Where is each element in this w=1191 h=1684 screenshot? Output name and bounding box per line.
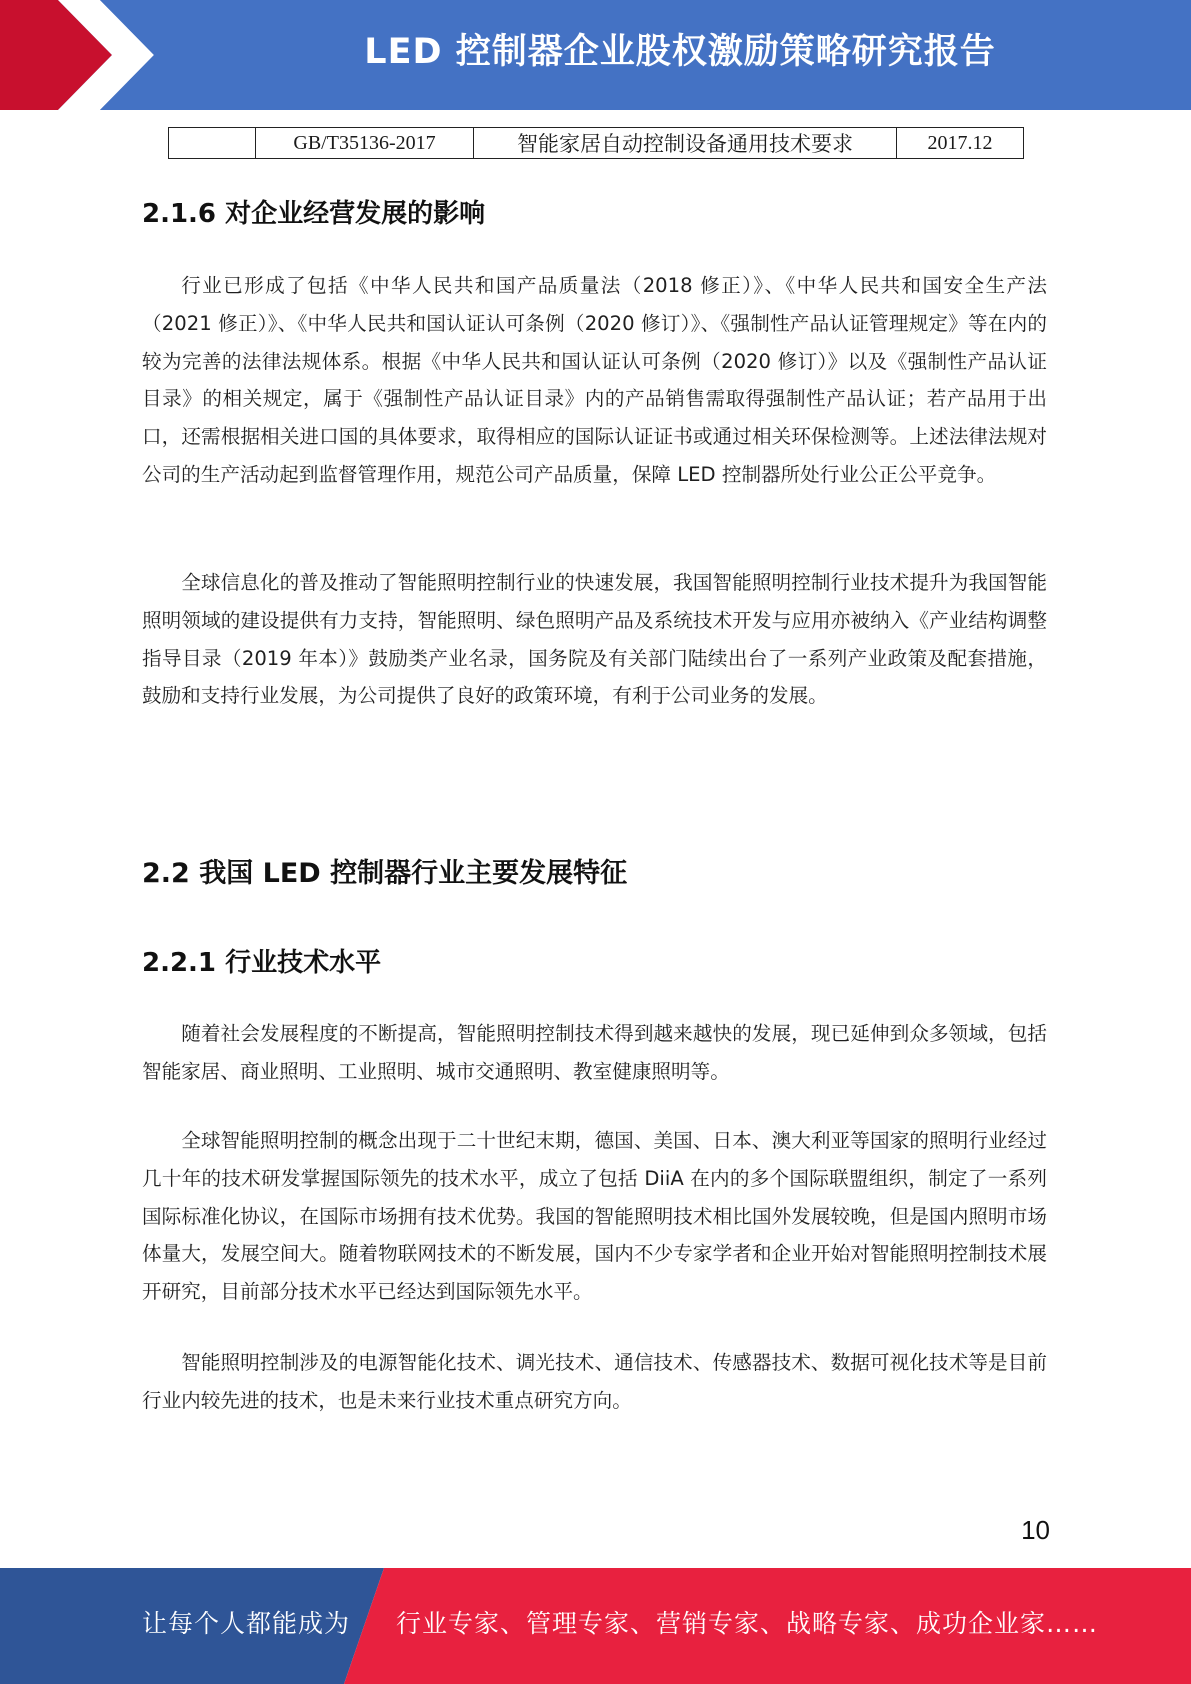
table-row	[169, 128, 1024, 159]
paragraph: 随着社会发展程度的不断提高，智能照明控制技术得到越来越快的发展，现已延伸到众多领域，包括智能家居、商业照明、工业照明、城市交通照明、教室健康照明等。	[142, 1022, 1047, 1083]
standards-table	[168, 127, 1024, 159]
section-heading-2-2: 2.2 我国 LED 控制器行业主要发展特征	[142, 858, 628, 889]
paragraph: 全球信息化的普及推动了智能照明控制行业的快速发展，我国智能照明控制行业技术提升为我国智能照明领域的建设提供有力支持，智能照明、绿色照明产品及系统技术开发与应用亦被纳入《产业结构调整指导目录（2019 年本）》鼓励类产业名录，国务院及有关部门陆续出台了一系列产业政策及配套措施，鼓励和支持行业发展，为公司提供了良好的政策环境，有利于公司业务的发展。	[142, 571, 1047, 708]
table-cell-standard-name: 智能家居自动控制设备通用技术要求	[474, 128, 897, 159]
table-cell-date: 2017.12	[897, 128, 1024, 159]
paragraph: 全球智能照明控制的概念出现于二十世纪末期，德国、美国、日本、澳大利亚等国家的照明行业经过几十年的技术研发掌握国际领先的技术水平，成立了包括 DiiA 在内的多个国际联盟组织，制定了一系列国际标准化协议，在国际市场拥有技术优势。我国的智能照明技术相比国外发展较晚，但是国内照明市场体量大，发展空间大。随着物联网技术的不断发展，国内不少专家学者和企业开始对智能照明控制技术展开研究，目前部分技术水平已经达到国际领先水平。	[142, 1129, 1047, 1304]
page-footer	[0, 1568, 1191, 1684]
page-header	[0, 0, 1191, 110]
section-heading-2-1-6: 2.1.6 对企业经营发展的影响	[142, 199, 486, 229]
table-cell-index	[169, 128, 256, 159]
paragraph: 智能照明控制涉及的电源智能化技术、调光技术、通信技术、传感器技术、数据可视化技术等是目前行业内较先进的技术，也是未来行业技术重点研究方向。	[142, 1351, 1047, 1412]
footer-slogan-left: 让每个人都能成为	[142, 1609, 351, 1638]
table-cell-standard-code: GB/T35136-2017	[256, 128, 474, 159]
page-number: 10	[1021, 1515, 1050, 1545]
footer-slogan-right: 行业专家、管理专家、营销专家、战略专家、成功企业家……	[396, 1609, 1099, 1638]
paragraph: 行业已形成了包括《中华人民共和国产品质量法（2018 修正）》、《中华人民共和国安全生产法（2021 修正）》、《中华人民共和国认证认可条例（2020 修订）》、《强制性产品认证管理规定》等在内的较为完善的法律法规体系。根据《中华人民共和国认证认可条例（2020 修订）》以及《强制性产品认证目录》的相关规定，属于《强制性产品认证目录》内的产品销售需取得强制性产品认证；若产品用于出口，还需根据相关进口国的具体要求，取得相应的国际认证证书或通过相关环保检测等。上述法律法规对公司的生产活动起到监督管理作用，规范公司产品质量，保障 LED 控制器所处行业公正公平竞争。	[142, 274, 1047, 486]
report-title: LED 控制器企业股权激励策略研究报告	[364, 32, 996, 72]
section-heading-2-2-1: 2.2.1 行业技术水平	[142, 948, 382, 978]
